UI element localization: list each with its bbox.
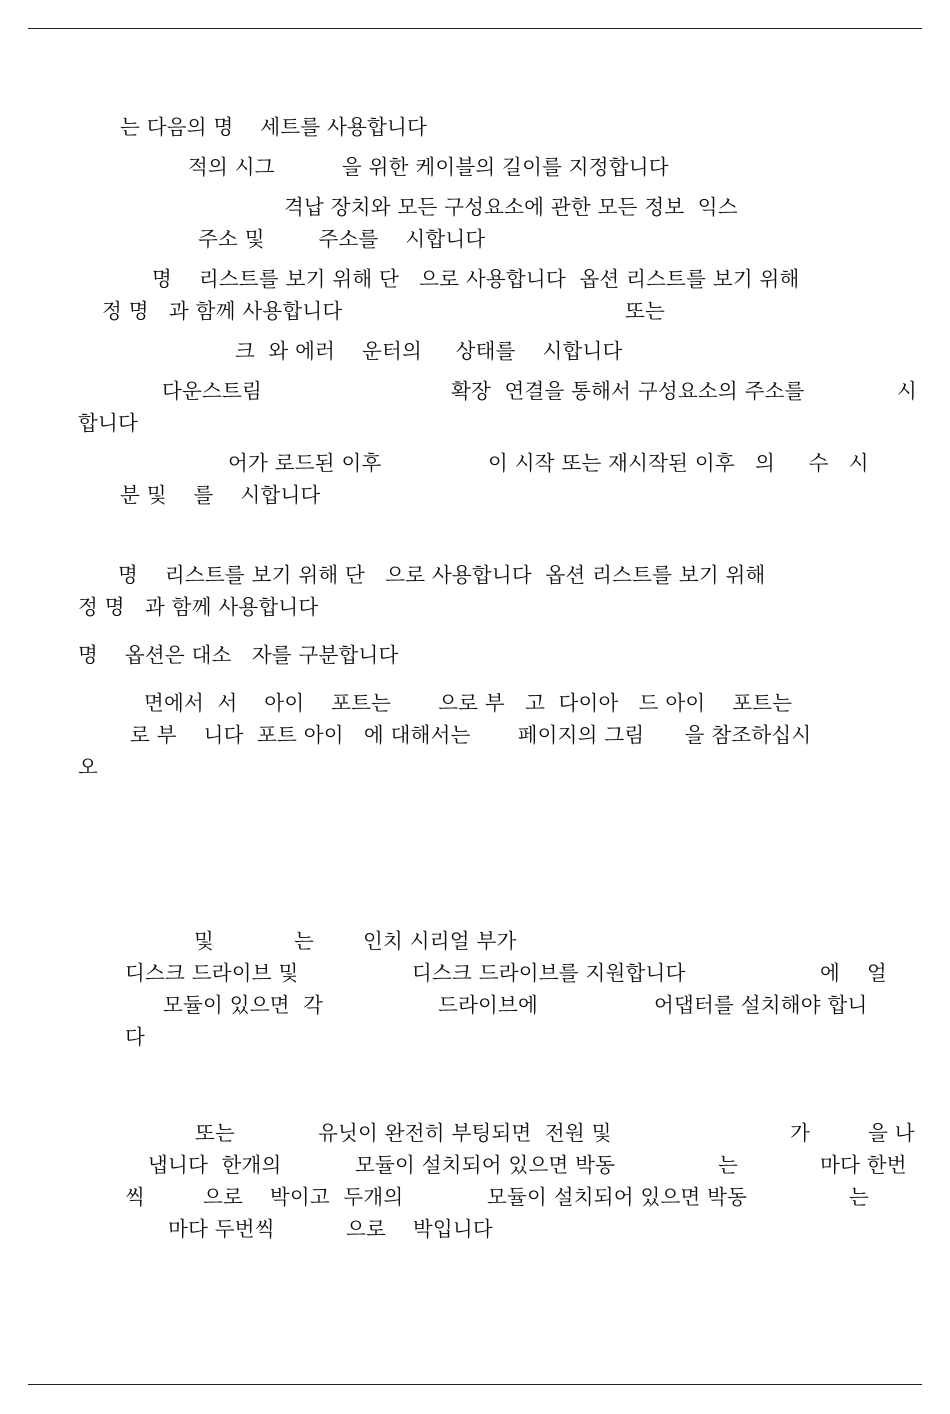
text-line: 어가 로드된 이후 bbox=[228, 451, 382, 475]
text-line: 을 나 bbox=[868, 1121, 915, 1145]
text-line: 냅니다 한개의 bbox=[148, 1153, 282, 1177]
text-line: 확장 연결을 통해서 구성요소의 주소를 bbox=[451, 379, 805, 403]
text-line: 정 명 과 함께 사용합니다 bbox=[102, 299, 343, 323]
text-line: 시 bbox=[897, 379, 918, 403]
text-line: 또는 bbox=[195, 1121, 236, 1145]
text-line: 정 명 과 함께 사용합니다 bbox=[78, 595, 319, 619]
text-line: 로 부 니다 포트 아이 에 대해서는 페이지의 그림 을 참조하십시 bbox=[130, 723, 812, 747]
text-line: 마다 두번씩 bbox=[168, 1217, 275, 1241]
text-line: 마다 한번 bbox=[820, 1153, 907, 1177]
text-line: 씩 bbox=[125, 1185, 146, 1209]
text-line: 에 얼 bbox=[820, 961, 887, 985]
text-line: 크 와 에러 운터의 상태를 시합니다 bbox=[235, 339, 623, 363]
text-line: 는 bbox=[294, 929, 315, 953]
text-line: 는 bbox=[849, 1185, 870, 1209]
text-line: 유닛이 완전히 부팅되면 전원 및 bbox=[318, 1121, 612, 1145]
text-line: 디스크 드라이브를 지원합니다 bbox=[412, 961, 686, 985]
text-line: 는 다음의 명 세트를 사용합니다 bbox=[120, 115, 428, 139]
text-line: 인치 시리얼 부가 bbox=[363, 929, 517, 953]
bottom-rule bbox=[28, 1384, 922, 1385]
text-line: 또는 bbox=[625, 299, 666, 323]
text-line: 드라이브에 bbox=[438, 993, 539, 1017]
text-line: 면에서 서 아이 포트는 으로 부 고 다이아 드 아이 포트는 bbox=[144, 691, 793, 715]
text-line: 명 리스트를 보기 위해 단 으로 사용합니다 옵션 리스트를 보기 위해 bbox=[118, 563, 766, 587]
text-line: 명 리스트를 보기 위해 단 으로 사용합니다 옵션 리스트를 보기 위해 bbox=[152, 267, 800, 291]
text-line: 모듈이 설치되어 있으면 박동 bbox=[487, 1185, 748, 1209]
text-line: 모듈이 있으면 각 bbox=[163, 993, 324, 1017]
text-line: 격납 장치와 모든 구성요소에 관한 모든 정보 익스 bbox=[284, 195, 738, 219]
text-line: 주소 및 주소를 시합니다 bbox=[198, 227, 486, 251]
text-line: 적의 시그 을 위한 케이블의 길이를 지정합니다 bbox=[188, 155, 669, 179]
text-line: 으로 박입니다 bbox=[346, 1217, 493, 1241]
text-line: 으로 박이고 두개의 bbox=[203, 1185, 404, 1209]
text-line: 이 시작 또는 재시작된 이후 의 수 시 bbox=[488, 451, 869, 475]
text-line: 모듈이 설치되어 있으면 박동 bbox=[355, 1153, 616, 1177]
text-line: 오 bbox=[78, 755, 99, 779]
text-line: 어댑터를 설치해야 합니 bbox=[654, 993, 868, 1017]
text-line: 분 및 를 시합니다 bbox=[120, 483, 321, 507]
text-line: 합니다 bbox=[78, 411, 139, 435]
text-line: 다 bbox=[125, 1025, 146, 1049]
text-line: 는 bbox=[718, 1153, 739, 1177]
text-line: 명 옵션은 대소 자를 구분합니다 bbox=[78, 643, 399, 667]
text-line: 및 bbox=[194, 929, 215, 953]
top-rule bbox=[28, 28, 922, 29]
text-line: 디스크 드라이브 및 bbox=[125, 961, 299, 985]
text-line: 가 bbox=[790, 1121, 811, 1145]
text-line: 다운스트림 bbox=[162, 379, 263, 403]
